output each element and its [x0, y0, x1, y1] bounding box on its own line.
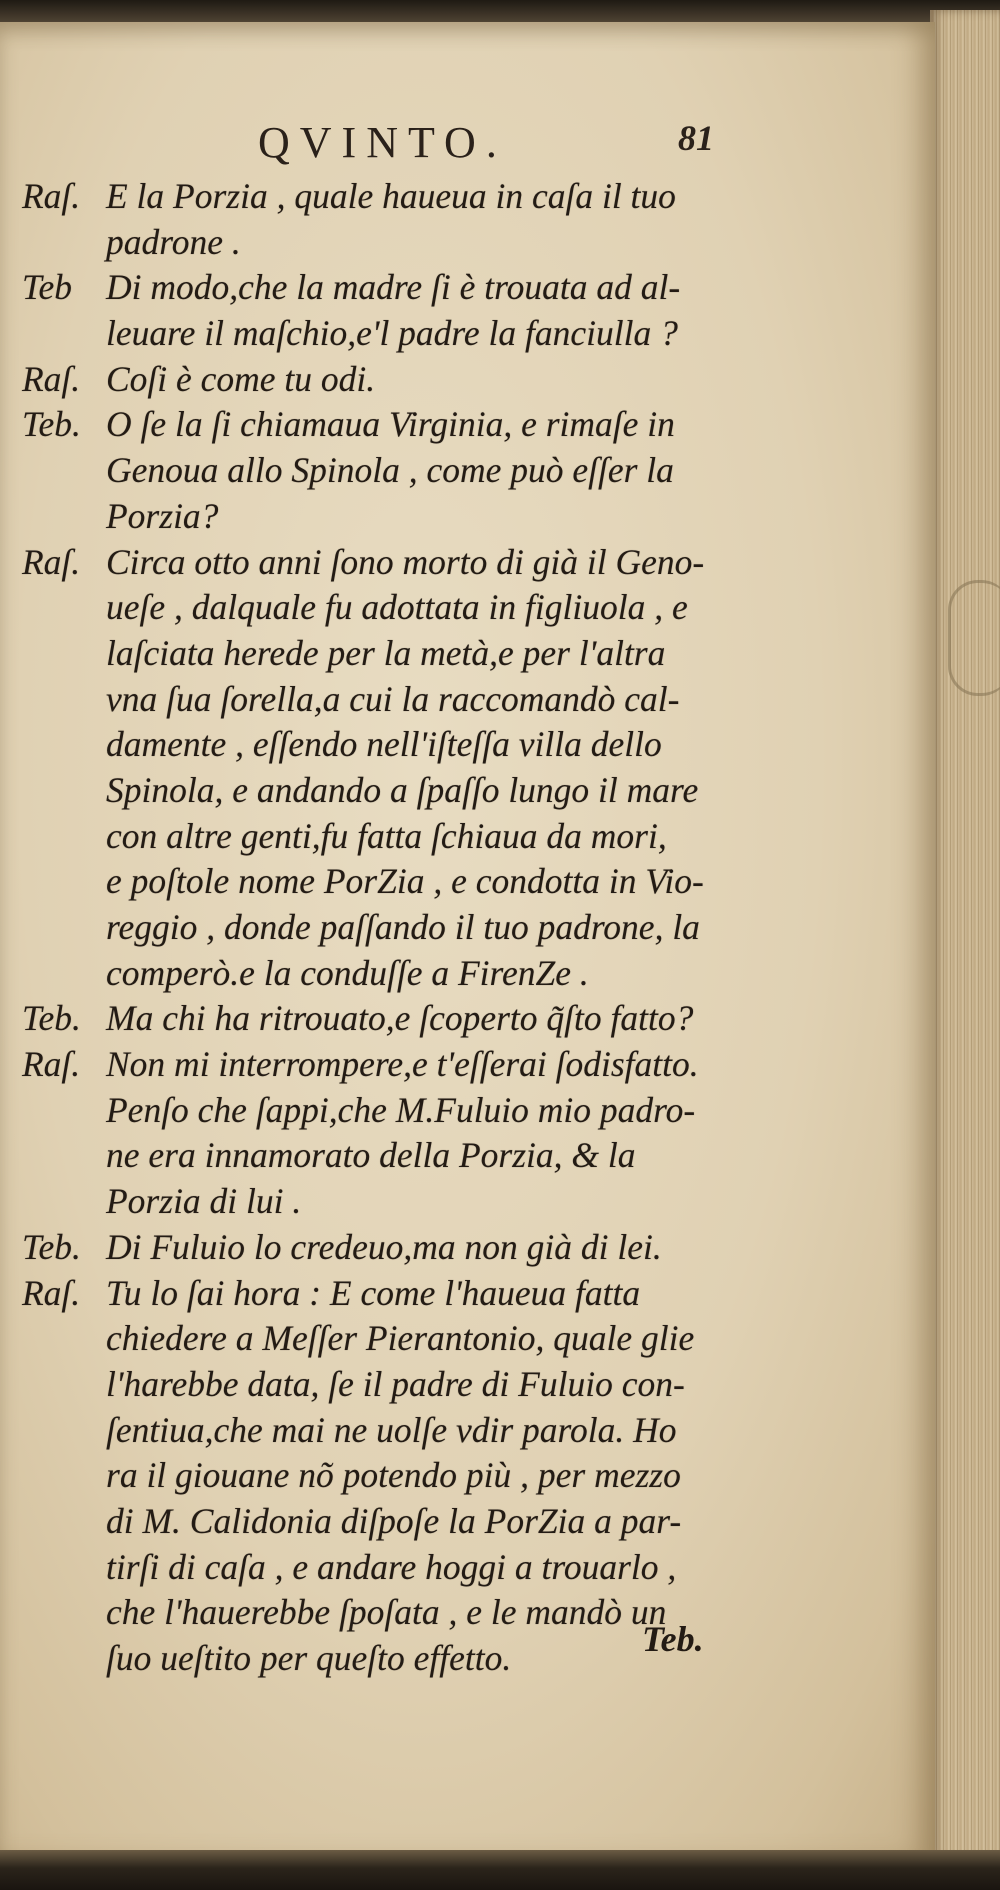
line-text: Di Fuluio lo credeuo,ma non già di lei. [106, 1226, 662, 1267]
speaker-label: Teb [22, 267, 72, 308]
line-text: Genoua allo Spinola , come può eſſer la [106, 450, 674, 491]
running-head-title: QVINTO. [258, 118, 507, 167]
dialogue-text [22, 174, 792, 1682]
text-line [22, 1042, 792, 1088]
line-text: Penſo che ſappi,che M.Fuluio mio padro- [106, 1089, 696, 1130]
line-text: Spinola, e andando a ſpaſſo lungo il mare [106, 769, 699, 810]
line-text: reggio , donde paſſando il tuo padrone, la [106, 907, 700, 947]
text-line [22, 996, 792, 1042]
text-line [22, 1179, 792, 1225]
line-text: Tu lo ſai hora : E come l'haueua fatta [106, 1272, 641, 1313]
clip-mark [948, 580, 1000, 696]
line-text: O ſe la ſi chiamaua Virginia, e rimaſe in [106, 404, 675, 445]
text-line [22, 448, 792, 494]
page-number: 81 [678, 118, 714, 158]
line-text: comperò.e la conduſſe a FirenZe . [106, 952, 589, 993]
text-line [22, 677, 792, 723]
text-line [22, 1453, 792, 1499]
line-text: e poſtole nome PorZia , e condotta in Vio- [106, 861, 704, 902]
speaker-label: Teb. [22, 998, 81, 1039]
speaker-label: Teb. [22, 404, 81, 445]
line-text: E la Porzia , quale haueua in caſa il tuo [106, 176, 676, 216]
text-line [22, 1225, 792, 1271]
text-line [22, 1408, 792, 1454]
text-line [22, 905, 792, 951]
book-page [0, 22, 935, 1860]
line-text: laſciata herede per la metà,e per l'altra [106, 632, 666, 673]
text-line [22, 494, 792, 540]
line-text: l'harebbe data, ſe il padre di Fuluio con- [106, 1363, 685, 1404]
speaker-label: Raſ. [22, 1272, 81, 1313]
text-line [22, 1316, 792, 1362]
text-line [22, 1088, 792, 1134]
line-text: Coſi è come tu odi. [106, 358, 376, 399]
text-line [22, 1133, 792, 1179]
speaker-label: Raſ. [22, 1044, 81, 1085]
line-text: Porzia di lui . [106, 1181, 302, 1222]
catchword: Teb. [642, 1619, 704, 1659]
binding-bottom-edge [0, 1850, 1000, 1890]
line-text: Di modo,che la madre ſi è trouata ad al- [106, 267, 681, 308]
line-text: Porzia? [106, 495, 219, 536]
text-line [22, 265, 792, 311]
text-line [22, 220, 792, 266]
text-line [22, 814, 792, 860]
text-line [22, 1545, 792, 1591]
line-text: Ma chi ha ritrouato,e ſcoperto q̃ſto fatto? [106, 998, 694, 1039]
text-line [22, 311, 792, 357]
text-line [22, 540, 792, 586]
page-edges [930, 10, 1000, 1860]
text-line [22, 1499, 792, 1545]
text-line [22, 768, 792, 814]
text-line [22, 1362, 792, 1408]
text-line [22, 631, 792, 677]
line-text: padrone . [106, 221, 241, 262]
line-text: ueſe , dalquale fu adottata in figliuola , e [106, 587, 688, 628]
line-text: Circa otto anni ſono morto di già il Geno- [106, 541, 705, 582]
text-line [22, 174, 792, 220]
line-text: che l'hauerebbe ſpoſata , e le mandò un [106, 1592, 667, 1633]
line-text: di M. Calidonia diſpoſe la PorZia a par- [106, 1500, 682, 1541]
speaker-label: Raſ. [22, 358, 81, 399]
line-text: vna ſua ſorella,a cui la raccomandò cal- [106, 678, 680, 719]
text-line [22, 859, 792, 905]
line-text: ſentiua,che mai ne uolſe vdir parola. Ho [106, 1409, 677, 1450]
line-text: Non mi interrompere,e t'eſſerai ſodisfatto. [106, 1044, 699, 1085]
line-text: ra il giouane nõ potendo più , per mezzo [106, 1455, 681, 1496]
line-text: ſuo ueſtito per queſto effetto. [106, 1638, 512, 1678]
speaker-label: Raſ. [22, 541, 81, 582]
running-head [258, 117, 865, 167]
text-line [22, 585, 792, 631]
line-text: tirſi di caſa , e andare hoggi a trouarlo , [106, 1546, 677, 1587]
text-line [22, 722, 792, 768]
line-text: con altre genti,fu fatta ſchiaua da mori, [106, 815, 667, 856]
text-line [22, 951, 792, 997]
text-line [22, 402, 792, 448]
speaker-label: Teb. [22, 1226, 81, 1267]
line-text: chiedere a Meſſer Pierantonio, quale glie [106, 1318, 695, 1359]
text-line [22, 1271, 792, 1317]
text-line [22, 357, 792, 403]
line-text: leuare il maſchio,e'l padre la fanciulla ? [106, 313, 678, 354]
speaker-label: Raſ. [22, 176, 81, 216]
line-text: damente , eſſendo nell'iſteſſa villa dello [106, 724, 662, 765]
line-text: ne era innamorato della Porzia, & la [106, 1135, 636, 1176]
